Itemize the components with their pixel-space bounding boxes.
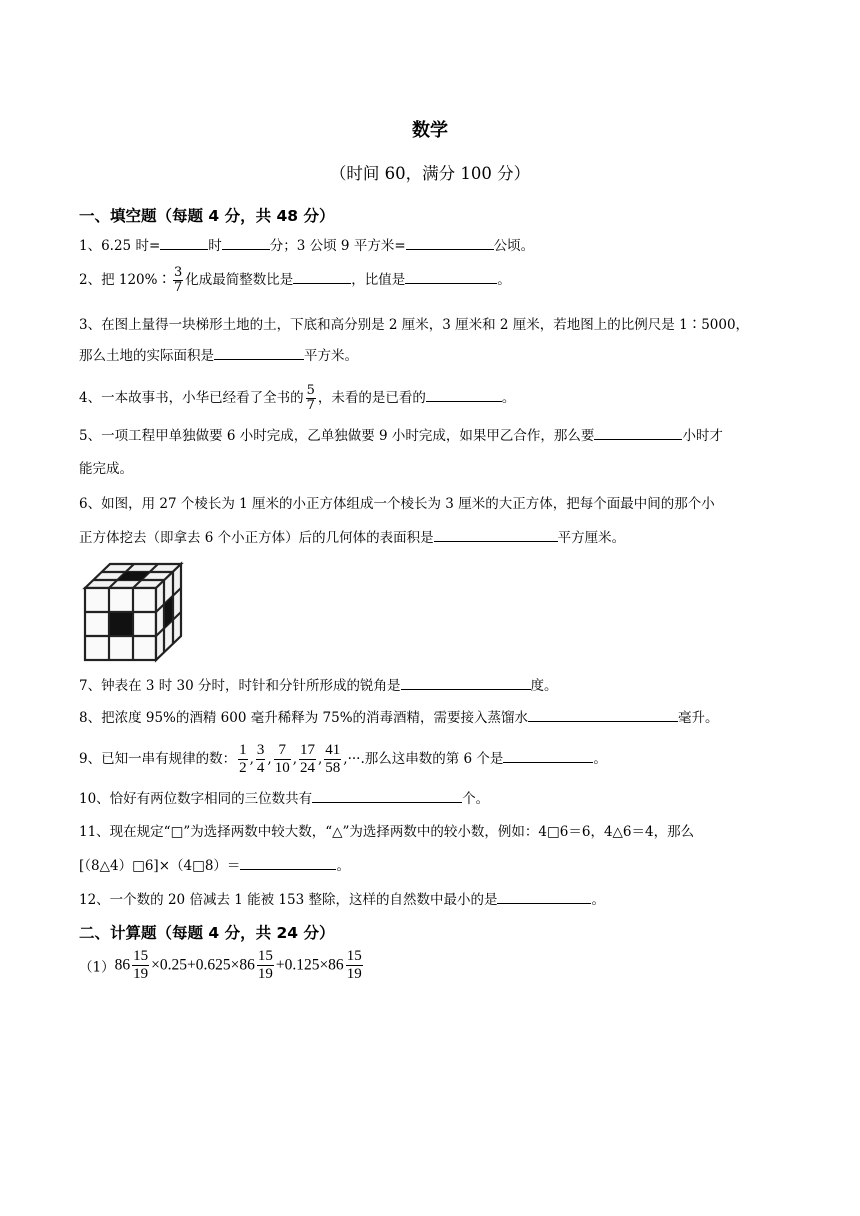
answer-blank[interactable] xyxy=(434,527,558,542)
answer-blank[interactable] xyxy=(497,889,591,904)
question-3-line-2: 那么土地的实际面积是 平方米。 xyxy=(79,343,784,369)
answer-blank[interactable] xyxy=(222,235,270,250)
question-4: 4、一本故事书，小华已经看了全书的 $\frac{5}{7}$ ，未看的是已看的 。 xyxy=(79,383,516,413)
answer-blank[interactable] xyxy=(214,345,304,360)
question-5-line-2: 能完成。 xyxy=(79,461,133,477)
answer-blank[interactable] xyxy=(405,269,497,284)
page-title: 数学 xyxy=(412,120,448,141)
question-5-line-1: 5、一项工程甲单独做要 6 小时完成，乙单独做要 9 小时完成，如果甲乙合作，那么要 小时才 xyxy=(79,423,784,449)
question-10: 10、恰好有两位数字相同的三位数共有 个。 xyxy=(79,786,784,812)
question-2: 2、把 120%∶ $\frac{3}{7}$ 化成最简整数比是 ，比值是 。 xyxy=(79,265,511,295)
question-6-line-1: 6、如图，用 27 个棱长为 1 厘米的小正方体组成一个棱长为 3 厘米的大正方体，把每个面最中间的那个小 xyxy=(79,496,715,512)
sequence-fraction: $\frac{7}{10}$ xyxy=(274,742,290,776)
answer-blank[interactable] xyxy=(401,675,531,690)
question-7: 7、钟表在 3 时 30 分时，时针和分针所形成的锐角是 度。 xyxy=(79,673,784,699)
answer-blank[interactable] xyxy=(426,387,502,402)
question-3-line-1: 3、在图上量得一块梯形土地的土，下底和高分别是 2 厘米，3 厘米和 2 厘米，若地图上的比例尺是 1∶5000， xyxy=(79,317,750,333)
question-8: 8、把浓度 95%的酒精 600 毫升稀释为 75%的消毒酒精，需要接入蒸馏水 毫升。 xyxy=(79,705,784,731)
sequence-fraction: $\frac{41}{58}$ xyxy=(325,742,341,776)
section-heading-fill-in: 一、填空题（每题 4 分，共 48 分） xyxy=(79,207,335,225)
sequence-fraction: $\frac{17}{24}$ xyxy=(299,742,315,776)
question-12: 12、一个数的 20 倍减去 1 能被 153 整除，这样的自然数中最小的是 。 xyxy=(79,887,784,913)
question-11-line-1: 11、现在规定“□”为选择两数中较大数，“△”为选择两数中的较小数，例如：4□6＝6，4△6＝4，那么 xyxy=(79,824,695,840)
calc-question-1: （1）86 $\frac{15}{19}$ ×0.25+0.625×86 $\frac{15}{19}$ +0.125×86 $\frac{15}{19}$ xyxy=(79,948,362,982)
answer-blank[interactable] xyxy=(240,855,336,870)
answer-blank[interactable] xyxy=(406,235,494,250)
answer-blank[interactable] xyxy=(160,235,208,250)
question-11-line-2: [（8△4）□6]×（4□8）＝ 。 xyxy=(79,853,784,879)
answer-blank[interactable] xyxy=(312,788,462,803)
answer-blank[interactable] xyxy=(503,748,593,763)
question-6-line-2: 正方体挖去（即拿去 6 个小正方体）后的几何体的表面积是 平方厘米。 xyxy=(79,525,784,551)
mixed-fraction: $\frac{15}{19}$ xyxy=(346,948,362,982)
answer-blank[interactable] xyxy=(594,425,682,440)
sequence-fraction: $\frac{1}{2}$ xyxy=(239,742,247,776)
mixed-fraction: $\frac{15}{19}$ xyxy=(257,948,273,982)
page-subtitle: （时间 60，满分 100 分） xyxy=(329,164,531,183)
answer-blank[interactable] xyxy=(528,707,678,722)
question-1: 1、6.25 时= 时 分；3 公顷 9 平方米= 公顷。 xyxy=(79,233,784,259)
cube-figure xyxy=(77,558,184,664)
question-9: 9、已知一串有规律的数： $\frac{1}{2}$ , $\frac{3}{4}$ , $\frac{7}{10}$ , $\frac{17}{24}$ , $\frac{41}{58}$ ,···.那么这串数的第 6 个是 。 xyxy=(79,742,607,776)
section-heading-calculation: 二、计算题（每题 4 分，共 24 分） xyxy=(79,924,335,942)
sequence-fraction: $\frac{3}{4}$ xyxy=(256,742,265,776)
mixed-fraction: $\frac{15}{19}$ xyxy=(133,948,149,982)
fraction: $\frac{3}{7}$ xyxy=(173,265,183,295)
fraction: $\frac{5}{7}$ xyxy=(306,383,315,413)
answer-blank[interactable] xyxy=(293,269,351,284)
